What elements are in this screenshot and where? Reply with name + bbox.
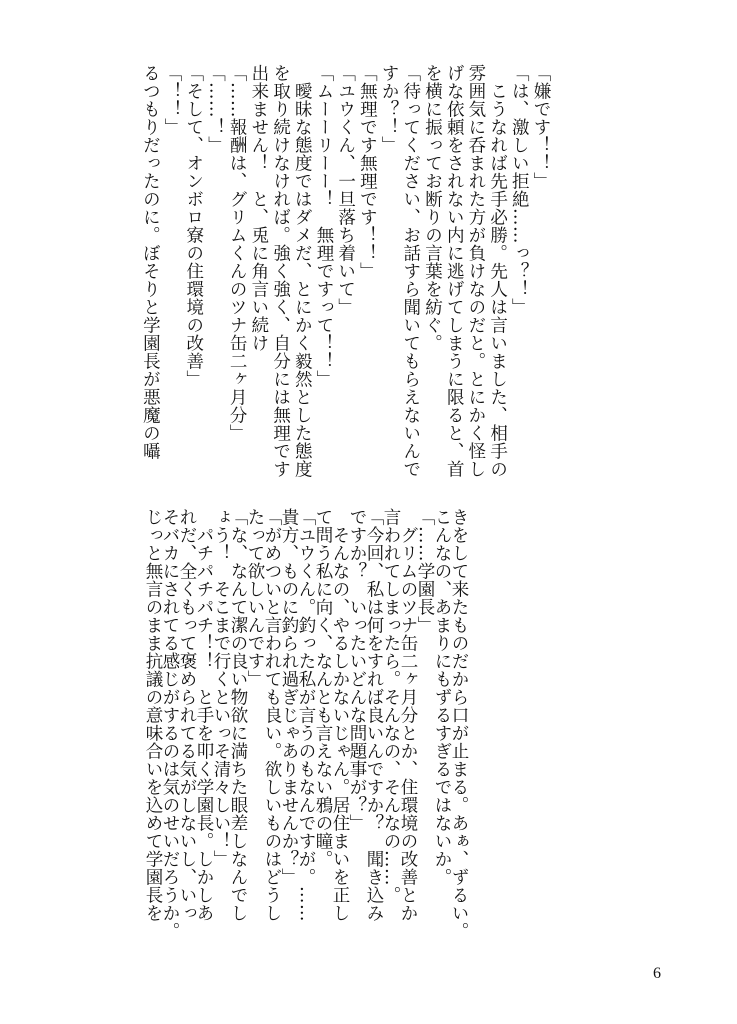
text-line: 「嫌です！！」 — [531, 64, 551, 190]
text-line: じっと無言のまま抗議の意味合いを込めて学園長を — [143, 508, 163, 922]
text-line: グリムのツナ缶二ヶ月分とか、住環境の改善とか — [398, 508, 418, 922]
text-line: そバカにされてる感じがするのは気のせいだろうか。 — [160, 508, 180, 940]
text-line: 「は、激しい拒絶……っ？！」 — [509, 64, 530, 316]
text-line: 言われてしまったら。そんなの、そんなの……。 — [381, 508, 401, 904]
text-line: たって欲しいんです」 — [245, 508, 265, 688]
text-line: 曖昧な態度ではダメだ、とにかく毅然とした態度 — [292, 64, 313, 478]
text-line: 「待ってください、お話すら聞いてもらえないんで — [400, 64, 421, 478]
text-line: て問う私に向く、なんとも言えない鴉の瞳。 — [313, 508, 333, 868]
text-line: こうなれば先手必勝。先人は言いました、相手の — [487, 64, 508, 478]
text-line: こんなの、あまりにもずるすぎるではないか。 — [432, 508, 452, 886]
text-line: 「そして、オンボロ寮の住環境の改善」 — [183, 64, 204, 388]
text-block-bottom — [144, 508, 467, 958]
page-number: 6 — [653, 965, 661, 982]
text-line: すか？！」 — [379, 64, 400, 154]
text-line: 「！！」 — [162, 64, 183, 136]
text-line: 「ユウくん。釣った私が言うのもなんですが。…… — [296, 508, 316, 922]
text-line: 「……！」 — [205, 64, 226, 154]
text-line: 「な、なんて潔の良い物欲に満ちた眼差しなんでし — [228, 508, 248, 922]
text-line: 「無理です無理です！！」 — [357, 64, 378, 280]
text-block-top — [139, 64, 551, 484]
text-line: そんなの、やるしかないじゃん。居住まいを正し — [330, 508, 350, 922]
text-line: 「がめついと言われても良い。欲しいものはどうし — [262, 508, 282, 922]
text-line: れだ、全くもって褒められてる気がしないし、いっ — [177, 508, 197, 922]
text-line: を取り続けなければ。強く強く、自分には無理です — [270, 64, 291, 478]
text-line: 「ムーーリーー！ 無理ですって！！」 — [313, 64, 334, 388]
text-line: 貴方、ものに釣られ過ぎじゃありませんか？」 — [279, 508, 299, 886]
text-line: 「……学園長」 — [415, 508, 435, 634]
text-line: パチパチパチ！！ と手を叩く学園長。しかしあ — [194, 508, 214, 922]
text-line: げな依頼をされない内に逃げてしまうに限ると、首 — [444, 64, 465, 478]
text-line: るつもりだったのに。ぼそりと学園長が悪魔の囁 — [140, 64, 161, 460]
text-line: 「ユウくん、一旦落ち着いて」 — [335, 64, 356, 316]
text-line: 「今回、私は何をすれば良いんですか？ 聞き込み — [364, 508, 384, 922]
text-line: きをして来たものだから口が止まる。あぁ、ずるい。 — [449, 508, 469, 940]
text-line: ですか？ いったいどんな問題事が？」 — [347, 508, 367, 832]
text-line: ょう！ そこまで行くといっそ清々しい！」 — [211, 508, 231, 868]
text-line: 出来ません！ と、兎に角言い続け — [248, 64, 269, 352]
text-line: 雰囲気に呑まれた方が負けなのだと。とにかく怪し — [465, 64, 486, 478]
text-line: 「……報酬は、グリムくんのツナ缶二ヶ月分」 — [227, 64, 248, 442]
text-line: を横に振ってお断りの言葉を紡ぐ。 — [422, 64, 443, 352]
